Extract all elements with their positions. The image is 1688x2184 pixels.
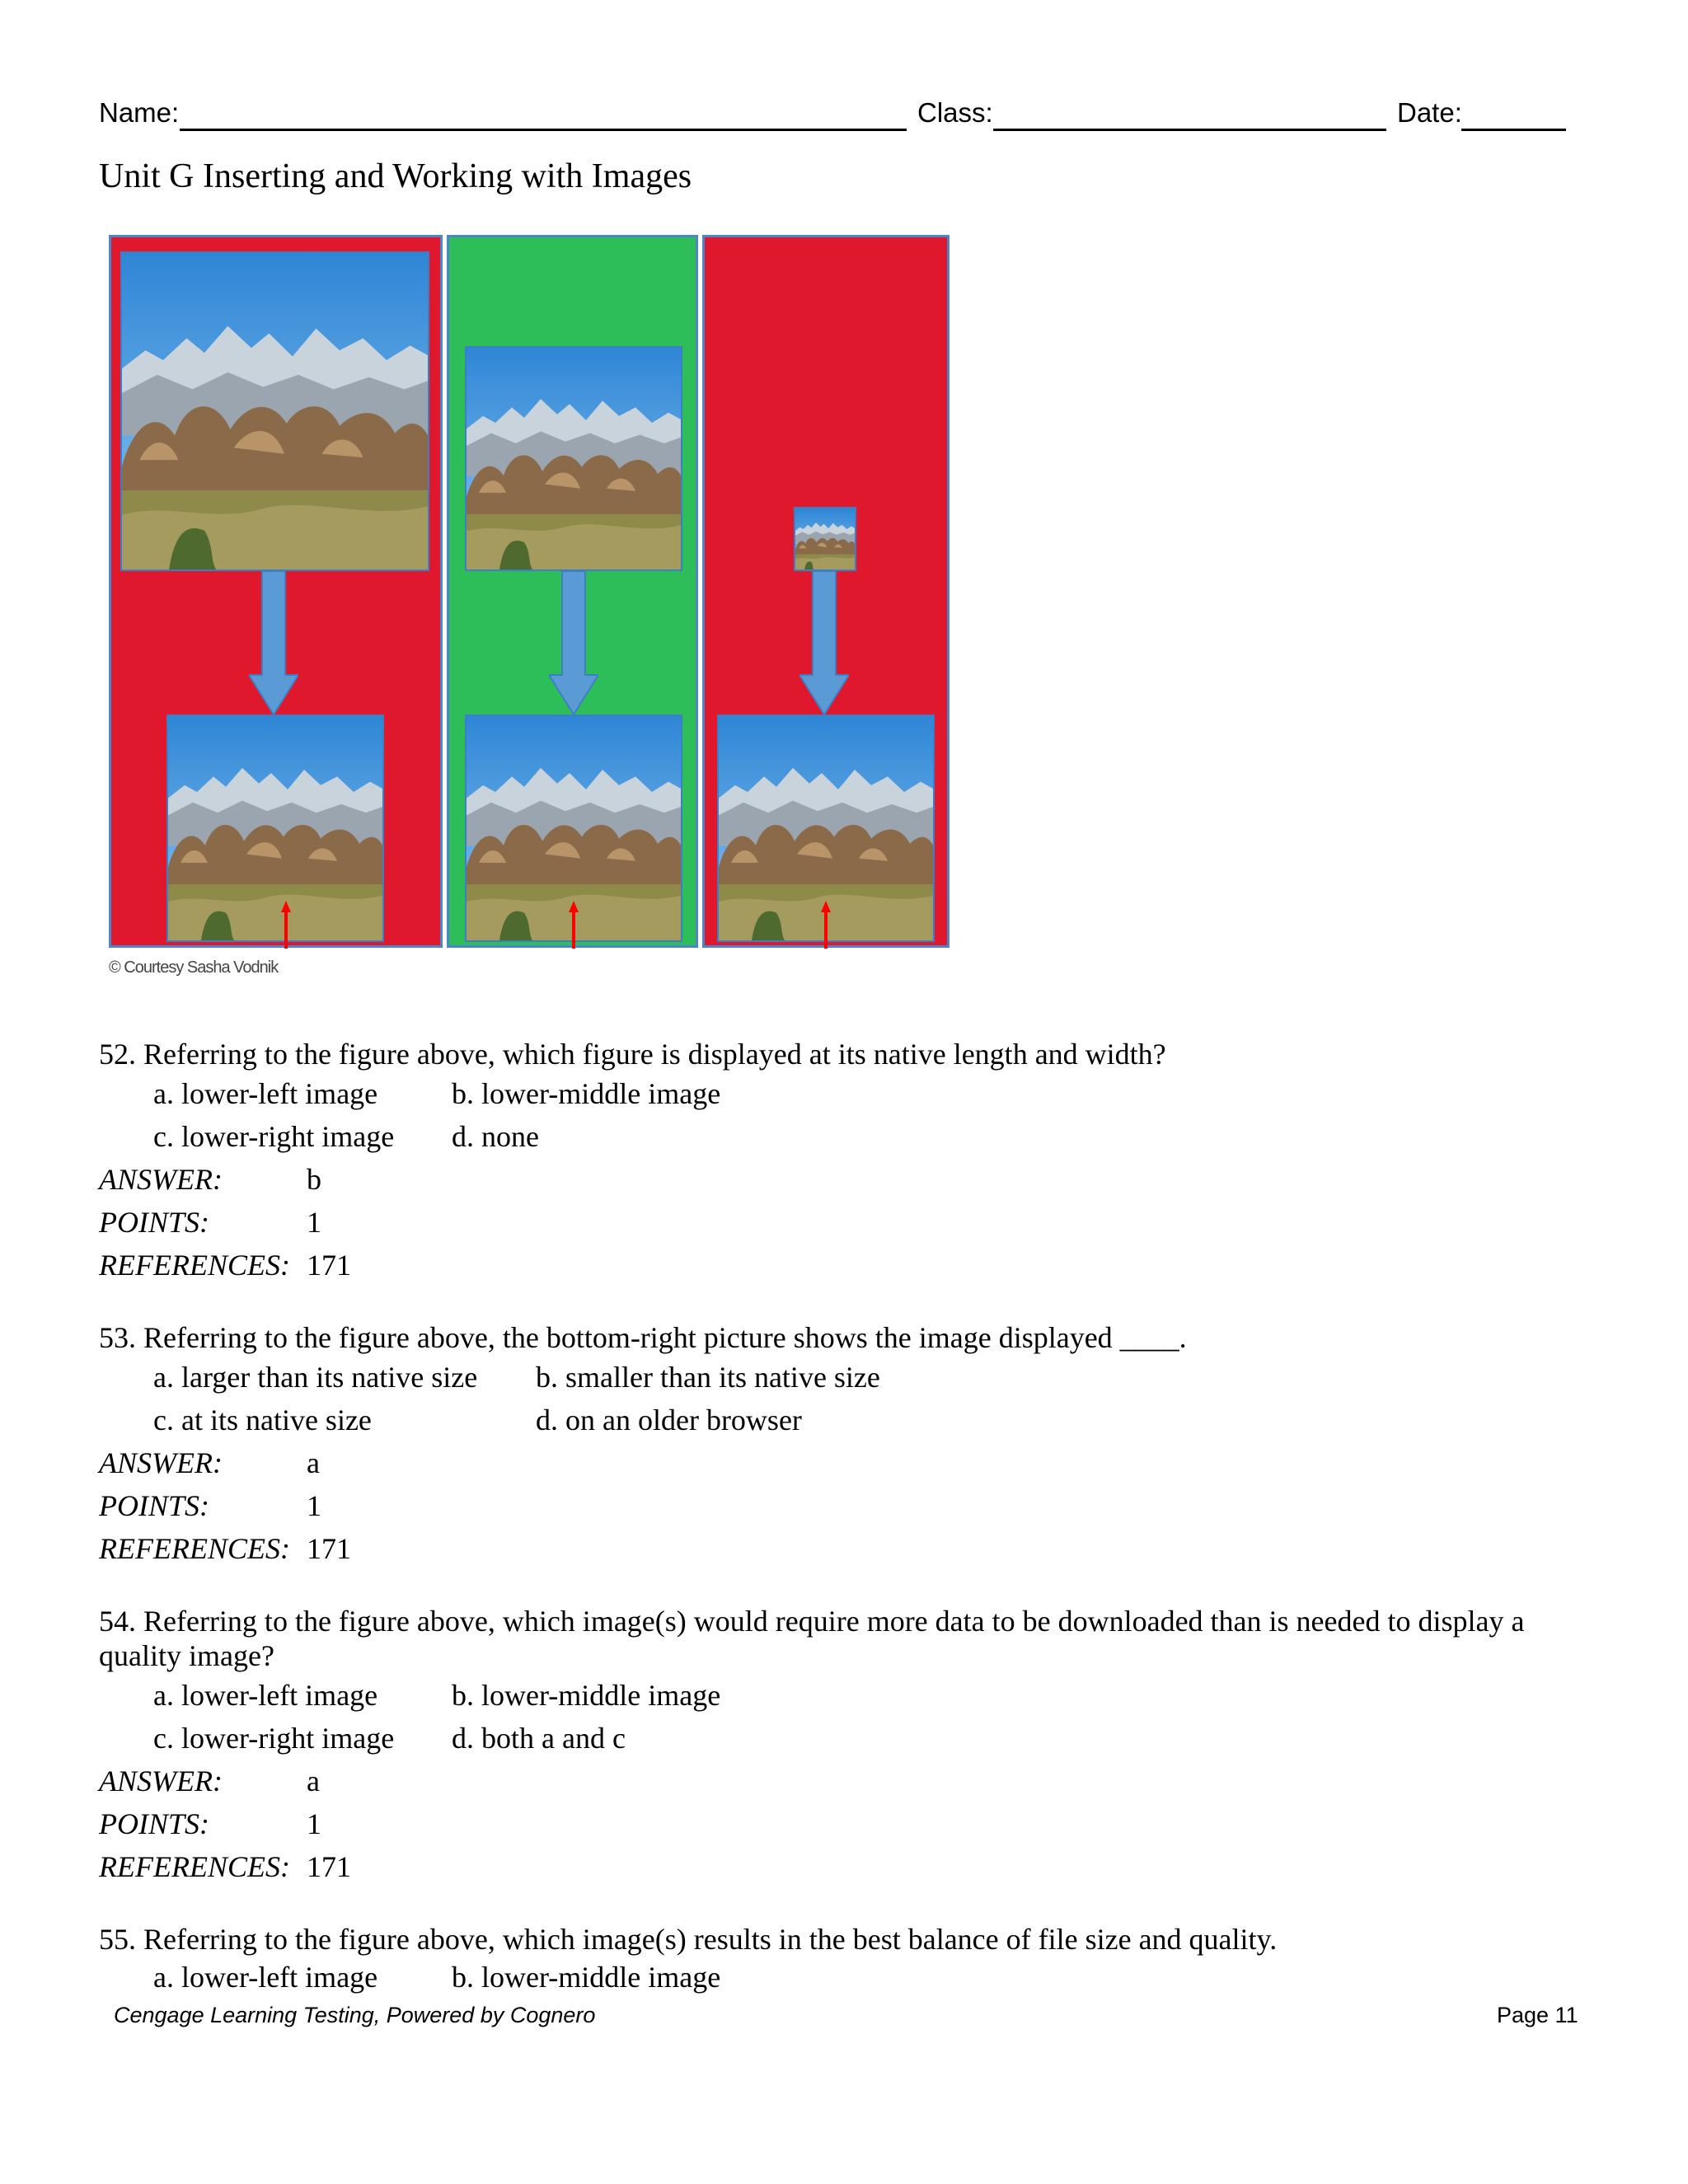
answer-label: ANSWER: — [99, 1446, 223, 1479]
option-a: a. lower-left image — [153, 1961, 378, 1994]
option-b: b. smaller than its native size — [536, 1361, 880, 1394]
points-label: POINTS: — [99, 1489, 209, 1522]
option-a: a. larger than its native size — [153, 1361, 478, 1394]
question-54-stem: 54. Referring to the figure above, which image(s) would require more data to be downloaded than is needed to display a — [99, 1605, 1525, 1638]
question-53-stem: 53. Referring to the figure above, the bottom-right picture shows the image displayed ____. — [99, 1321, 1187, 1354]
arrow-down-icon — [249, 571, 298, 716]
date-label: Date: — [1397, 97, 1462, 128]
image-size-figure — [109, 235, 950, 977]
name-line — [180, 129, 907, 131]
question-54-stem-cont: quality image? — [99, 1639, 274, 1672]
option-c: c. lower-right image — [153, 1722, 395, 1755]
option-d: d. on an older browser — [536, 1404, 802, 1436]
references-value: 171 — [307, 1532, 351, 1565]
answer-value: a — [307, 1765, 320, 1797]
option-d: d. both a and c — [452, 1722, 626, 1755]
references-value: 171 — [307, 1249, 351, 1282]
references-value: 171 — [307, 1850, 351, 1883]
upper-right-image — [794, 507, 856, 571]
arrow-up-marker-icon — [281, 901, 291, 949]
image-credit: © Courtesy Sasha Vodnik — [109, 958, 279, 977]
upper-left-image — [120, 251, 429, 571]
question-52-stem: 52. Referring to the figure above, which figure is displayed at its native length and width? — [99, 1038, 1166, 1071]
arrow-up-marker-icon — [569, 901, 579, 949]
footer-publisher: Cengage Learning Testing, Powered by Cognero — [114, 2003, 596, 2027]
points-value: 1 — [307, 1807, 321, 1840]
arrow-up-marker-icon — [821, 901, 831, 949]
page-title: Unit G Inserting and Working with Images — [99, 157, 692, 195]
option-b: b. lower-middle image — [452, 1679, 721, 1712]
answer-value: a — [307, 1446, 320, 1479]
option-a: a. lower-left image — [153, 1679, 378, 1712]
question-55-stem: 55. Referring to the figure above, which image(s) results in the best balance of file size and quality. — [99, 1923, 1278, 1956]
upper-middle-image — [465, 346, 682, 571]
page-number: Page 11 — [1497, 2003, 1578, 2027]
answer-label: ANSWER: — [99, 1163, 223, 1196]
references-label: REFERENCES: — [99, 1532, 290, 1565]
class-label: Class: — [917, 97, 993, 128]
points-value: 1 — [307, 1489, 321, 1522]
option-b: b. lower-middle image — [452, 1961, 721, 1994]
option-d: d. none — [452, 1120, 539, 1153]
lower-left-image — [166, 715, 384, 942]
points-label: POINTS: — [99, 1807, 209, 1840]
points-label: POINTS: — [99, 1206, 209, 1239]
student-info-header — [99, 97, 1566, 134]
option-c: c. at its native size — [153, 1404, 372, 1436]
date-line — [1461, 129, 1566, 131]
references-label: REFERENCES: — [99, 1249, 290, 1282]
references-label: REFERENCES: — [99, 1850, 290, 1883]
arrow-down-icon — [549, 571, 598, 716]
name-label: Name: — [99, 97, 180, 128]
option-c: c. lower-right image — [153, 1120, 395, 1153]
arrow-down-icon — [799, 571, 849, 716]
points-value: 1 — [307, 1206, 321, 1239]
answer-value: b — [307, 1163, 321, 1196]
option-a: a. lower-left image — [153, 1077, 378, 1110]
answer-label: ANSWER: — [99, 1765, 223, 1797]
class-line — [993, 129, 1386, 131]
option-b: b. lower-middle image — [452, 1077, 721, 1110]
